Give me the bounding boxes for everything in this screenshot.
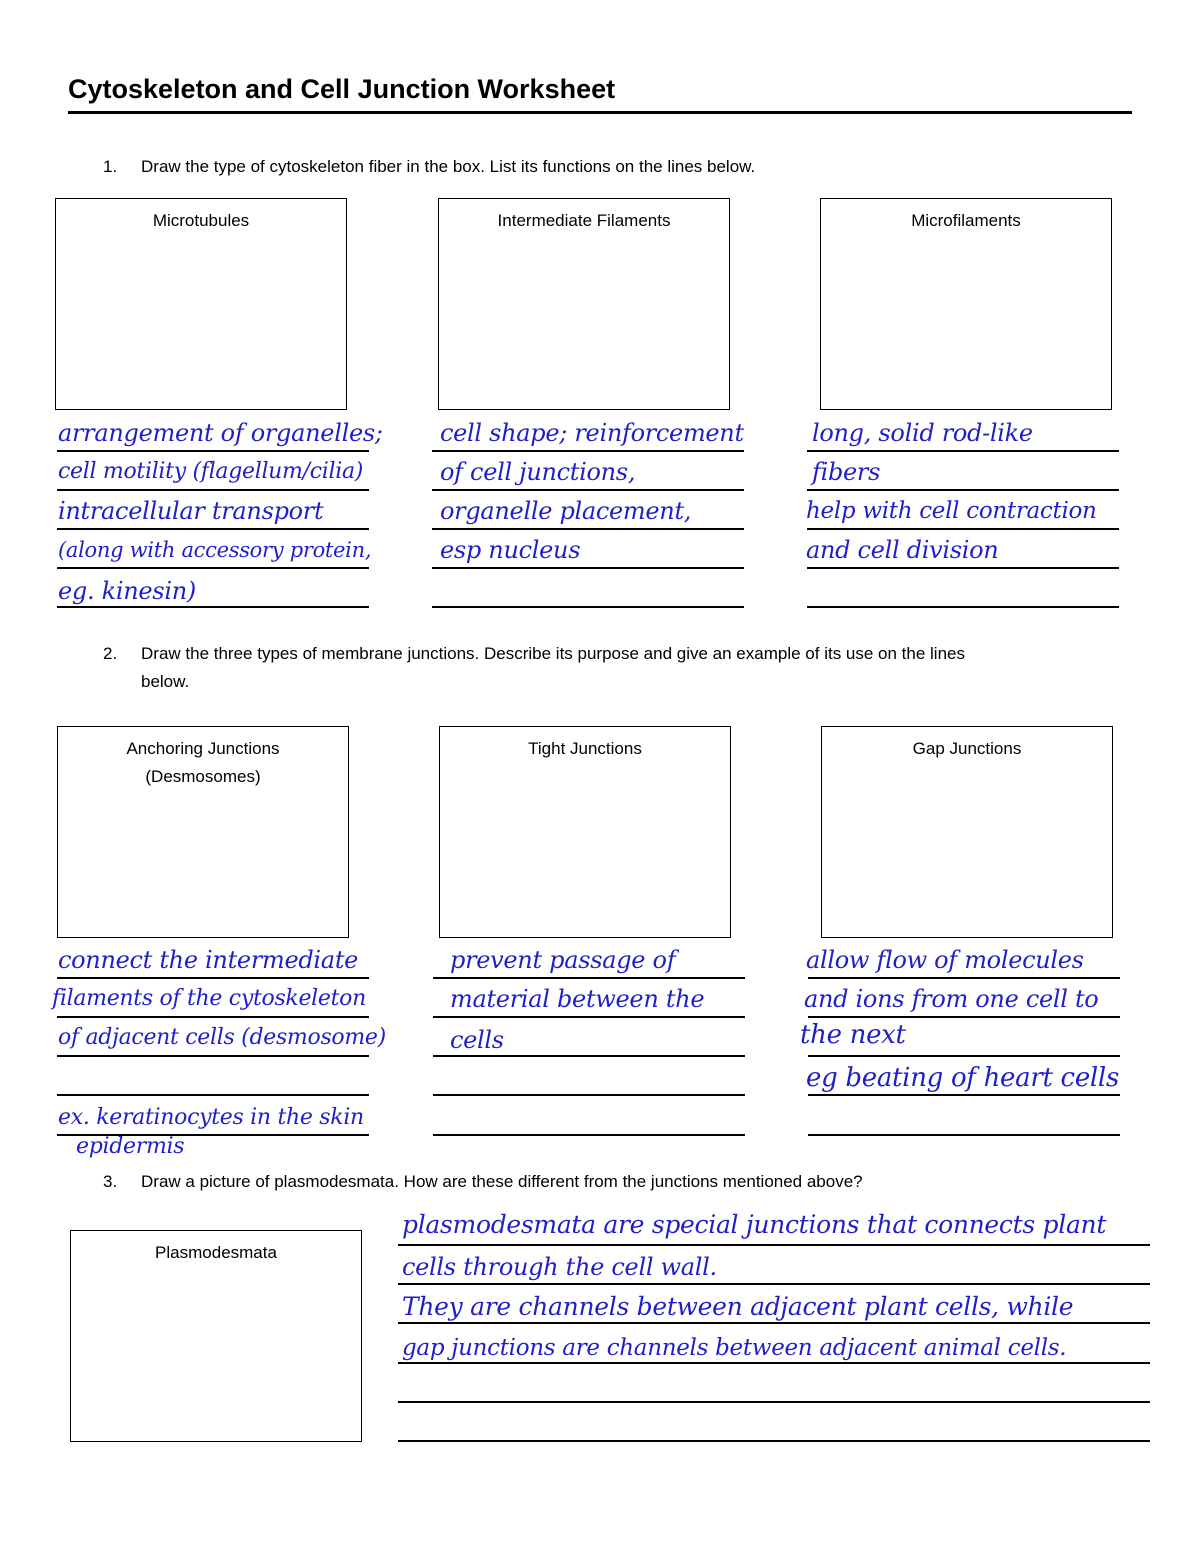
question-3 — [103, 1168, 1103, 1195]
answer-line — [57, 528, 369, 530]
answer-line — [432, 489, 744, 491]
answer-line — [807, 528, 1119, 530]
gap-junctions-box[interactable] — [821, 726, 1113, 938]
answer-line — [398, 1322, 1150, 1324]
handwritten-answer: allow flow of molecules — [806, 946, 1084, 974]
answer-line — [808, 1134, 1120, 1136]
page-title: Cytoskeleton and Cell Junction Worksheet — [68, 74, 616, 104]
question-1-number: 1. — [103, 157, 118, 176]
answer-line — [807, 489, 1119, 491]
handwritten-answer: arrangement of organelles; — [58, 419, 383, 447]
handwritten-answer: They are channels between adjacent plant cells, while — [402, 1292, 1074, 1321]
handwritten-answer: help with cell contraction — [806, 498, 1097, 524]
question-1 — [103, 153, 1103, 180]
answer-line — [433, 1094, 745, 1096]
question-3-number: 3. — [103, 1172, 118, 1191]
microfilaments-label: Microfilaments — [911, 211, 1021, 230]
anchoring-junctions-label — [58, 727, 348, 791]
intermediate-filaments-box[interactable] — [438, 198, 730, 410]
answer-line — [57, 1055, 369, 1057]
answer-line — [432, 606, 744, 608]
handwritten-answer: of adjacent cells (desmosome) — [58, 1025, 386, 1050]
answer-line — [433, 977, 745, 979]
answer-line — [57, 1094, 369, 1096]
intermediate-filaments-label: Intermediate Filaments — [497, 211, 671, 230]
answer-line — [432, 450, 744, 452]
handwritten-answer: of cell junctions, — [440, 458, 636, 486]
handwritten-answer: plasmodesmata are special junctions that connects plant — [402, 1210, 1107, 1239]
answer-line — [808, 1055, 1120, 1057]
answer-line — [398, 1401, 1150, 1403]
title-divider — [68, 111, 1132, 114]
answer-line — [433, 1055, 745, 1057]
handwritten-answer: epidermis — [76, 1134, 185, 1159]
handwritten-answer: prevent passage of — [450, 946, 676, 974]
microtubules-label: Microtubules — [152, 211, 250, 230]
handwritten-answer: long, solid rod-like — [812, 419, 1033, 447]
handwritten-answer: cell shape; reinforcement — [440, 419, 744, 447]
handwritten-answer: organelle placement, — [440, 497, 692, 525]
handwritten-answer: connect the intermediate — [58, 946, 359, 974]
answer-line — [57, 606, 369, 608]
answer-line — [57, 450, 369, 452]
handwritten-answer: (along with accessory protein, — [58, 538, 372, 562]
answer-line — [433, 1134, 745, 1136]
handwritten-answer: eg beating of heart cells — [806, 1063, 1119, 1093]
answer-line — [57, 1016, 369, 1018]
answer-line — [807, 450, 1119, 452]
handwritten-answer: cells — [450, 1026, 504, 1054]
handwritten-answer: the next — [800, 1020, 906, 1050]
answer-line — [57, 489, 369, 491]
tight-junctions-box[interactable] — [439, 726, 731, 938]
microtubules-box[interactable] — [55, 198, 347, 410]
anchoring-junctions-box[interactable] — [57, 726, 349, 938]
answer-line — [432, 528, 744, 530]
question-2 — [103, 640, 1163, 696]
handwritten-answer: material between the — [450, 985, 705, 1013]
answer-line — [808, 977, 1120, 979]
question-2-text-cont: below. — [141, 672, 190, 691]
handwritten-answer: cell motility (flagellum/cilia) — [58, 459, 364, 484]
anchoring-junctions-label-line1: Anchoring Junctions — [126, 739, 280, 758]
microfilaments-box[interactable] — [820, 198, 1112, 410]
handwritten-answer: fibers — [812, 458, 881, 486]
anchoring-junctions-label-line2: (Desmosomes) — [145, 767, 261, 786]
handwritten-answer: and ions from one cell to — [804, 985, 1099, 1013]
gap-junctions-label: Gap Junctions — [912, 739, 1022, 758]
question-1-text: Draw the type of cytoskeleton fiber in the box. List its functions on the lines below. — [141, 157, 756, 176]
handwritten-answer: esp nucleus — [440, 536, 581, 564]
answer-line — [398, 1283, 1150, 1285]
handwritten-answer: and cell division — [806, 536, 999, 564]
answer-line — [57, 977, 369, 979]
handwritten-answer: intracellular transport — [58, 497, 324, 525]
answer-line — [57, 567, 369, 569]
answer-line — [807, 567, 1119, 569]
answer-line — [398, 1244, 1150, 1246]
handwritten-answer: ex. keratinocytes in the skin — [58, 1105, 364, 1130]
handwritten-answer: cells through the cell wall. — [402, 1253, 717, 1281]
answer-line — [808, 1094, 1120, 1096]
question-2-text: Draw the three types of membrane junctions. Describe its purpose and give an example of its use on the lines — [141, 644, 965, 663]
tight-junctions-label: Tight Junctions — [528, 739, 642, 758]
answer-line — [807, 606, 1119, 608]
plasmodesmata-label: Plasmodesmata — [155, 1243, 277, 1262]
answer-line — [808, 1016, 1120, 1018]
answer-line — [433, 1016, 745, 1018]
answer-line — [432, 567, 744, 569]
handwritten-answer: gap junctions are channels between adjacent animal cells. — [402, 1335, 1067, 1361]
question-2-number: 2. — [103, 644, 118, 663]
plasmodesmata-box[interactable] — [70, 1230, 362, 1442]
question-3-text: Draw a picture of plasmodesmata. How are these different from the junctions mentioned above? — [141, 1172, 863, 1191]
handwritten-answer: eg. kinesin) — [58, 577, 196, 605]
answer-line — [398, 1440, 1150, 1442]
handwritten-answer: filaments of the cytoskeleton — [52, 986, 366, 1011]
